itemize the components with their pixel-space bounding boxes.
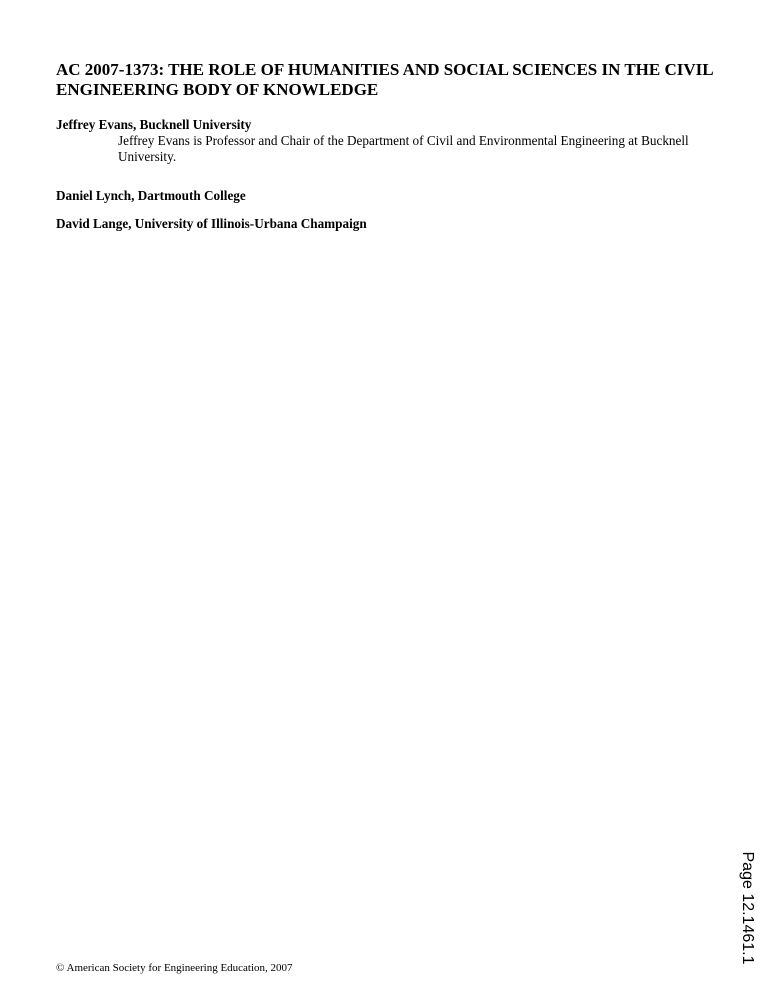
copyright-footer: © American Society for Engineering Education, 2007 [56, 962, 293, 974]
author-name: Daniel Lynch, Dartmouth College [56, 188, 246, 203]
page-number-label [727, 853, 767, 963]
author-bio: Jeffrey Evans is Professor and Chair of the Department of Civil and Environmental Engineering at Bucknell University. [118, 133, 689, 164]
author-entry [56, 216, 736, 232]
author-name: Jeffrey Evans, Bucknell University [56, 117, 252, 132]
author-entry [56, 117, 736, 165]
author-entry [56, 188, 736, 204]
page-number-text: Page 12.1461.1 [739, 851, 756, 965]
author-name: David Lange, University of Illinois-Urbana Champaign [56, 216, 367, 231]
paper-title: AC 2007-1373: THE ROLE OF HUMANITIES AND SOCIAL SCIENCES IN THE CIVIL ENGINEERING BODY OF KNOWLEDGE [56, 60, 713, 99]
